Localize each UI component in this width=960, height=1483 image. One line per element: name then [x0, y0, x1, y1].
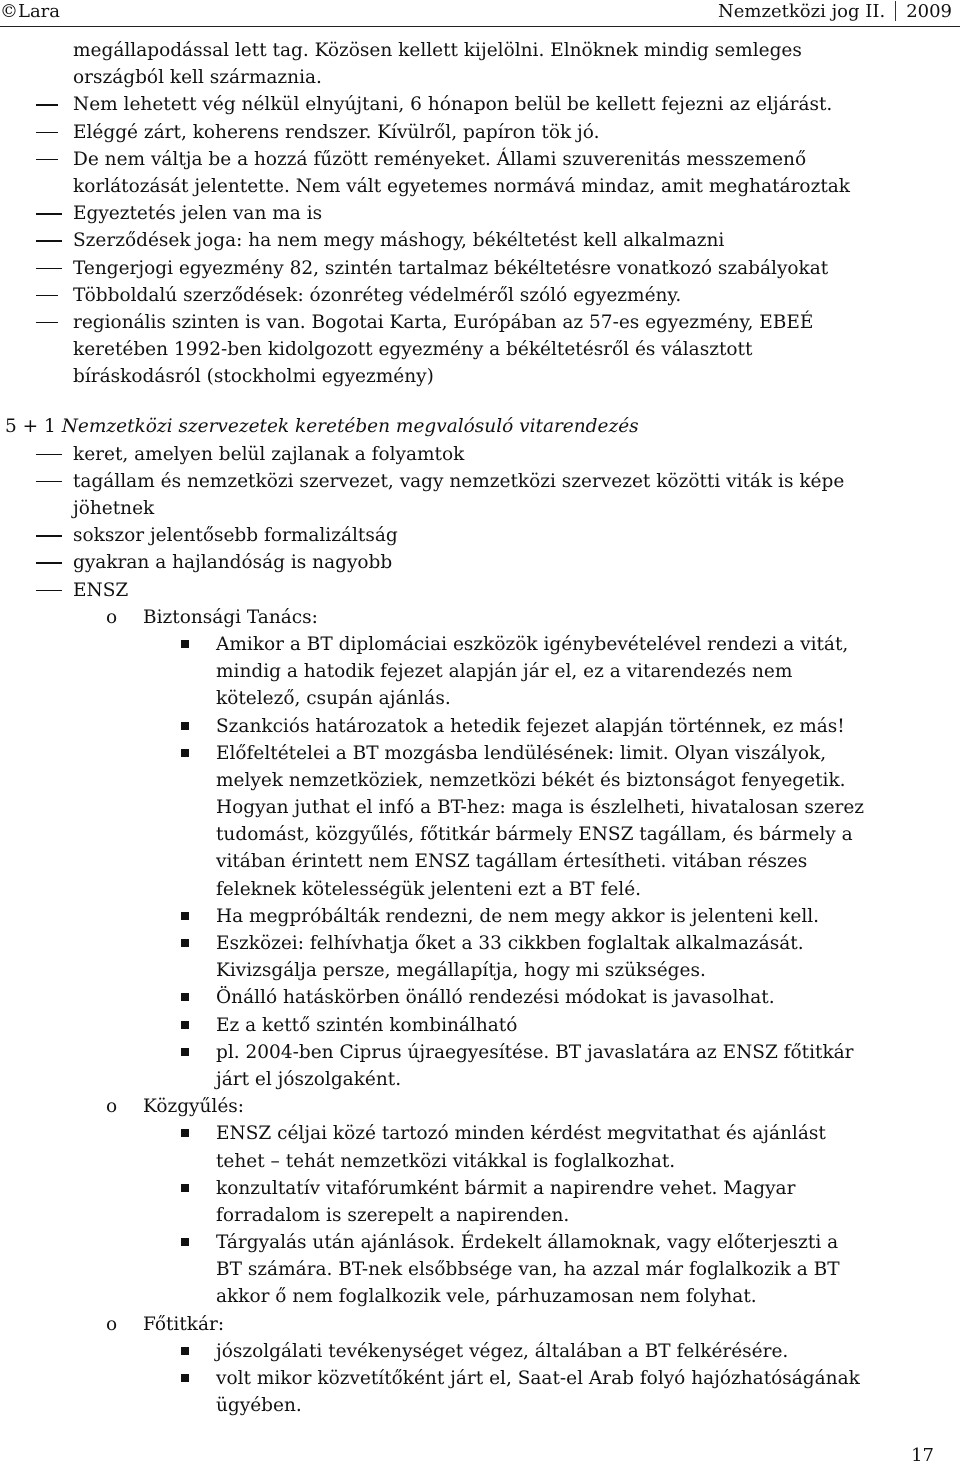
text-line: mindig a hatodik fejezet alapján jár el, ez a vitarendezés nem — [216, 661, 793, 683]
bullet-item — [36, 740, 951, 767]
text-line: korlátozását jelentette. Nem vált egyetemes normává mindaz, amit meghatároztak — [73, 175, 850, 197]
square-bullet — [181, 1129, 189, 1137]
square-bullet — [181, 722, 189, 730]
square-bullet — [181, 1048, 189, 1056]
bullet-text: konzultatív vitafórumként bármit a napirendre vehet. Magyar — [216, 1177, 796, 1199]
list-item — [36, 91, 951, 118]
dash-bullet — [36, 213, 62, 215]
square-bullet — [181, 939, 189, 947]
text-line: Hogyan juthat el infó a BT-hez: maga is észlelheti, hivatalosan szerez — [216, 797, 865, 819]
square-bullet — [181, 1021, 189, 1029]
page-number: 17 — [911, 1444, 934, 1466]
circle-bullet: o — [106, 1313, 118, 1335]
bullet-text: pl. 2004-ben Ciprus újraegyesítése. BT javaslatára az ENSZ főtitkár — [216, 1041, 854, 1063]
bullet-item — [36, 1365, 951, 1392]
bullet-text: volt mikor közvetítőként járt el, Saat-el Arab folyó hajózhatóságának — [216, 1368, 860, 1389]
square-bullet — [181, 993, 189, 1001]
header-author: ©Lara — [0, 1, 61, 22]
list-item — [36, 146, 951, 173]
dash-bullet — [36, 268, 62, 270]
square-bullet — [181, 912, 189, 920]
bullet-text: Ha megpróbálták rendezni, de nem megy akkor is jelenteni kell. — [216, 905, 820, 927]
list-item-text: regionális szinten is van. Bogotai Karta, Európában az 57-es egyezmény, EBEÉ — [73, 311, 814, 333]
text-line: Kivizsgálja persze, megállapítja, hogy mi szükséges. — [216, 960, 706, 982]
list-item — [36, 200, 951, 227]
subitem-biztonsagi-tanacs — [36, 604, 951, 631]
dash-bullet — [36, 159, 58, 161]
bullet-item — [36, 713, 951, 740]
text-line: keretében 1992-ben kidolgozott egyezmény a békéltetésről és választott — [73, 339, 753, 361]
text-line: BT számára. BT-nek elsőbbsége van, ha azzal már foglalkozik a BT — [216, 1259, 840, 1281]
list-item-text: Egyeztetés jelen van ma is — [73, 203, 323, 225]
text-line: kötelező, csupán ajánlás. — [216, 688, 451, 710]
list-item — [36, 255, 951, 282]
text-line: ügyében. — [216, 1395, 302, 1417]
section-number: 5 + 1 — [5, 416, 56, 438]
bullet-text: Ez a kettő szintén kombinálható — [216, 1014, 518, 1036]
text-line: vitában érintett nem ENSZ tagállam értesítheti. vitában részes — [216, 851, 808, 873]
list-item-text: tagállam és nemzetközi szervezet, vagy nemzetközi szervezet közötti viták is képe — [73, 470, 845, 492]
list-item — [36, 577, 951, 604]
text-line: bíráskodásról (stockholmi egyezmény) — [73, 366, 434, 388]
list-item-text: De nem váltja be a hozzá fűzött reményeket. Állami szuverenitás messzemenő — [73, 148, 807, 170]
circle-bullet: o — [106, 606, 118, 628]
dash-bullet — [36, 295, 58, 297]
square-bullet — [181, 1374, 189, 1382]
list-item-text: ENSZ — [73, 579, 129, 601]
text-line: országból kell származnia. — [73, 67, 322, 89]
bullet-text: Önálló hatáskörben önálló rendezési módokat is javasolhat. — [216, 987, 775, 1009]
bullet-text: Tárgyalás után ajánlások. Érdekelt államoknak, vagy előterjeszti a — [216, 1232, 839, 1254]
bullet-text: Amikor a BT diplomáciai eszközök igénybevételével rendezi a vitát, — [216, 633, 849, 655]
subitem-label: Főtitkár: — [143, 1313, 225, 1335]
bullet-text: ENSZ céljai közé tartozó minden kérdést megvitathat és ajánlást — [216, 1123, 826, 1145]
bullet-item — [36, 930, 951, 957]
header-title — [718, 0, 952, 24]
dash-bullet — [36, 240, 62, 242]
list-item-text: Szerződések joga: ha nem megy máshogy, békéltetést kell alkalmazni — [73, 230, 725, 252]
header-separator — [895, 1, 896, 21]
text-line: tudomást, közgyűlés, főtitkár bármely ENSZ tagállam, és bármely a — [216, 824, 853, 846]
dash-bullet — [36, 590, 62, 592]
bullet-item — [36, 1338, 951, 1365]
bullet-item — [36, 1039, 951, 1066]
text-line: megállapodással lett tag. Közösen kellett kijelölni. Elnöknek mindig semleges — [73, 40, 802, 61]
text-line: tehet – tehát nemzetközi vitákkal is foglalkozhat. — [216, 1150, 676, 1172]
text-line: jöhetnek — [73, 498, 155, 519]
document-body — [5, 37, 951, 1419]
square-bullet — [181, 640, 189, 648]
list-item — [36, 522, 951, 549]
dash-bullet — [36, 481, 62, 483]
bullet-item — [36, 984, 951, 1011]
list-item-text: keret, amelyen belül zajlanak a folyamtok — [73, 443, 465, 465]
subitem-label: Közgyűlés: — [143, 1096, 245, 1118]
list-item-text: Nem lehetett vég nélkül elnyújtani, 6 hónapon belül be kellett fejezni az eljárást. — [73, 94, 833, 116]
bullet-item — [36, 1229, 951, 1256]
list-item-text: Eléggé zárt, koherens rendszer. Kívülről, papíron tök jó. — [73, 121, 600, 143]
header-course: Nemzetközi jog II. — [718, 1, 886, 22]
list-item-text: gyakran a hajlandóság is nagyobb — [73, 552, 393, 574]
dash-bullet — [36, 562, 62, 564]
bullet-item — [36, 903, 951, 930]
spacer — [36, 390, 951, 413]
square-bullet — [181, 749, 189, 757]
square-bullet — [181, 1347, 189, 1355]
list-item-text: sokszor jelentősebb formalizáltság — [73, 525, 398, 547]
page-header — [0, 0, 960, 26]
square-bullet — [181, 1184, 189, 1192]
dash-bullet — [36, 104, 58, 106]
bullet-text: jószolgálati tevékenységet végez, általában a BT felkérésére. — [216, 1340, 789, 1362]
text-line: járt el jószolgaként. — [216, 1068, 402, 1090]
list-item — [36, 309, 951, 336]
header-rule — [0, 26, 960, 27]
square-bullet — [181, 1238, 189, 1246]
section-title: Nemzetközi szervezetek keretében megvalósuló vitarendezés — [61, 416, 639, 438]
header-year: 2009 — [906, 1, 952, 22]
text-line: forradalom is szerepelt a napirenden. — [216, 1204, 570, 1226]
list-item — [36, 227, 951, 254]
text-line: melyek nemzetköziek, nemzetközi békét és biztonságot fenyegetik. — [216, 769, 846, 791]
text-line: feleknek kötelességük jelenteni ezt a BT felé. — [216, 878, 642, 900]
bullet-text: Szankciós határozatok a hetedik fejezet alapján történnek, ez más! — [216, 715, 845, 737]
subitem-fotitkar — [36, 1311, 951, 1338]
section-heading — [5, 413, 951, 440]
list-item — [36, 549, 951, 576]
subitem-label: Biztonsági Tanács: — [143, 606, 318, 628]
dash-bullet — [36, 132, 58, 134]
dash-bullet — [36, 454, 62, 456]
list-item-text: Tengerjogi egyezmény 82, szintén tartalmaz békéltetésre vonatkozó szabályokat — [73, 257, 829, 279]
bullet-item — [36, 631, 951, 658]
bullet-item — [36, 1012, 951, 1039]
list-item-text: Többoldalú szerződések: ózonréteg védelméről szóló egyezmény. — [73, 284, 682, 306]
subitem-kozgyules — [36, 1093, 951, 1120]
dash-bullet — [36, 535, 62, 537]
bullet-text: Eszközei: felhívhatja őket a 33 cikkben foglaltak alkalmazását. — [216, 933, 804, 954]
list-item — [36, 282, 951, 309]
list-item — [36, 441, 951, 468]
circle-bullet: o — [106, 1096, 118, 1118]
bullet-item — [36, 1120, 951, 1147]
bullet-text: Előfeltételei a BT mozgásba lendülésének: limit. Olyan viszályok, — [216, 742, 827, 764]
text-line: akkor ő nem foglalkozik vele, párhuzamosan nem folyhat. — [216, 1286, 757, 1308]
bullet-item — [36, 1175, 951, 1202]
list-item — [36, 119, 951, 146]
dash-bullet — [36, 322, 58, 324]
list-item — [36, 468, 951, 495]
